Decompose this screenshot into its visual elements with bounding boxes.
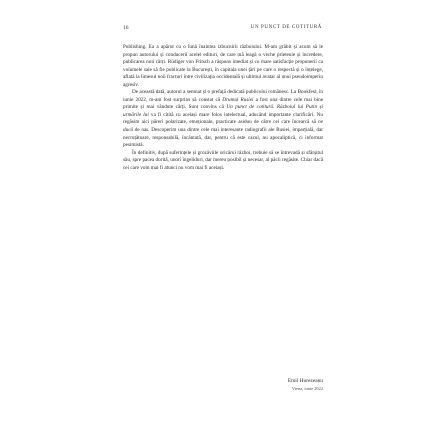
author-name: Emil Hurezeanu: [287, 378, 323, 384]
paragraph-text: va fi citită cu același mare folos intelectual, aducând importante clarificări. Nu regăsim aici păreri polarizate, emoționale, practicate asiduu de către cei care încearcă să: [123, 111, 323, 126]
place-date: Viena, iunie 2022: [291, 386, 323, 391]
paragraph-text: a fost una dintre cele mai bine primite și mai vândute cărți. Sunt convins că: [123, 96, 324, 111]
paragraph: [123, 89, 323, 149]
italic-title-text: Un punct de cotitură. Războiul lui Putin și urmările lui: [123, 104, 323, 118]
italic-title-text: Drumul Rusiei: [222, 96, 254, 103]
signature-block: [288, 377, 323, 392]
page-number: 16: [123, 25, 129, 31]
paragraph-text: De această dată, autorul a semnat și o prefață dedicată publicului românesc. La Bookfest, în iunie 2022, m-am fost surprins să constat că: [123, 89, 323, 103]
paragraph-text: În definitiv, după suferințele și grozăviile oricărui război, trebuie să se întrevadă și sfârșitul său, spre pacea dorită, unori îngeliduri, dar mereu posibil și necesar, al păcii regăsite. Chiar dacă cei care vom mai fi atunci nu vom mai fi aceiași.: [123, 149, 324, 171]
running-head: UN PUNCT DE COTITURĂ: [250, 25, 322, 30]
italic-title-text: ne ducă: [123, 119, 323, 134]
body-text: [123, 44, 323, 172]
paragraph: [123, 150, 323, 173]
paragraph: [123, 44, 323, 89]
paragraph-text: de nas. Descoperim una dintre cele mai interesante radiografii ale Rusiei, imparțială, dar necruțătoare, responsabilă, încântată, dar, pentru că este cazul, nu apocaliptică, ci informat pesimistă.: [123, 127, 323, 149]
paragraph-text: Publishing. Ea a apărut cu o lună înaintea izbucnirii războiului. M-am grăbit și acum să le propun autorului și conducerii acelei edituri, de care mă leagă o veche prietenie și încredere, publicarea noii cărți. Rüdiger von Fritsch a răspuns imediat și cu mare satisfacție propunerii ca volumele sale să fie publicate la București, în capitala unei țări pe care o respectă și o înțelege, aflată la limesul noii fracturi între civilizația occidentală și ultimul avatar al unui pseudoimperiu agresiv.: [123, 44, 323, 88]
